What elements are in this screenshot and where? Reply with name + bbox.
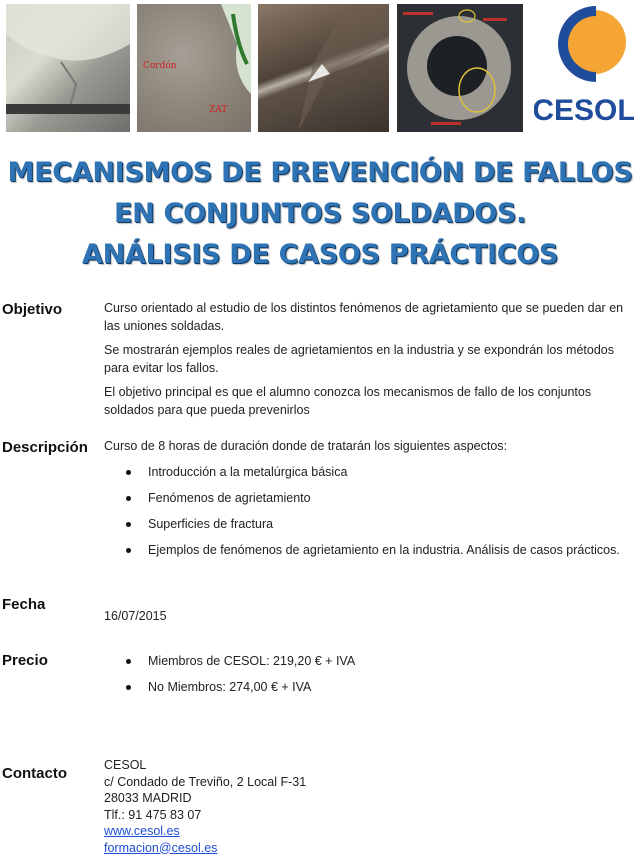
list-item-text: Superficies de fractura (148, 517, 274, 531)
email-link[interactable]: formacion@cesol.es (104, 840, 218, 855)
contacto-line-1: CESOL (104, 758, 147, 772)
page-title (0, 152, 640, 275)
cesol-logo-mark (534, 2, 634, 128)
objetivo-body (104, 299, 638, 425)
micrograph-label-zat: ZAT (209, 105, 228, 115)
contacto-line-3: 28033 MADRID (104, 791, 192, 805)
fecha-label: Fecha (2, 596, 46, 613)
objetivo-paragraph-1: Curso orientado al estudio de los distintos fenómenos de agrietamiento que se pueden dar en las uniones soldadas. (104, 301, 624, 333)
list-item-text: No Miembros: 274,00 € + IVA (148, 680, 312, 694)
title-line-1: MECANISMOS DE PREVENCIÓN DE FALLOS (7, 157, 633, 188)
weld-crack-drawing (258, 4, 389, 132)
descripcion-list (104, 463, 638, 559)
list-item-text: Miembros de CESOL: 219,20 € + IVA (148, 654, 356, 668)
list-item-text: Introducción a la metalúrgica básica (148, 465, 348, 479)
fecha-value: 16/07/2015 (104, 609, 167, 623)
website-link[interactable]: www.cesol.es (104, 824, 180, 838)
contacto-label: Contacto (2, 765, 67, 782)
logo-text: CESOL (534, 94, 634, 127)
ring-crack-photo (397, 4, 523, 132)
micrograph-label-cordon: Cordón (143, 61, 177, 71)
bullet-icon (126, 522, 131, 527)
weld-macro-drawing (6, 4, 130, 132)
list-item (104, 463, 638, 481)
list-item (104, 489, 638, 507)
objetivo-label: Objetivo (2, 301, 63, 318)
cesol-logo (534, 2, 634, 128)
list-item-text: Fenómenos de agrietamiento (148, 491, 311, 505)
bullet-icon (126, 496, 131, 501)
contacto-line-4: Tlf.: 91 475 83 07 (104, 807, 202, 822)
objetivo-paragraph-2: Se mostrarán ejemplos reales de agrietamientos en la industria y se expondrán los métodos para evitar los fallos. (104, 343, 614, 375)
bullet-icon (126, 470, 131, 475)
precio-body (104, 644, 638, 704)
list-item-text: Ejemplos de fenómenos de agrietamiento en la industria. Análisis de casos prácticos. (148, 543, 620, 557)
precio-label: Precio (2, 652, 48, 669)
list-item (104, 541, 638, 559)
weld-crack-photo (258, 4, 389, 132)
contacto-line-2: c/ Condado de Treviño, 2 Local F-31 (104, 774, 307, 789)
weld-micrograph-photo (137, 4, 251, 132)
bullet-icon (126, 548, 131, 553)
list-item (104, 515, 638, 533)
bullet-icon (126, 685, 131, 690)
weld-macro-photo-1 (6, 4, 130, 132)
descripcion-body (104, 437, 638, 567)
objetivo-paragraph-3: El objetivo principal es que el alumno conozca los mecanismos de fallo de los conjuntos soldados para que pueda prevenirlos (104, 385, 592, 417)
list-item (104, 652, 638, 670)
list-item (104, 678, 638, 696)
descripcion-intro: Curso de 8 horas de duración donde de tratarán los siguientes aspectos: (104, 439, 508, 453)
descripcion-label: Descripción (2, 439, 88, 456)
precio-list (104, 652, 638, 696)
micrograph-drawing (137, 4, 251, 132)
title-line-3: ANÁLISIS DE CASOS PRÁCTICOS (81, 239, 559, 270)
contacto-body (104, 757, 638, 856)
title-line-2: EN CONJUNTOS SOLDADOS. (114, 198, 526, 229)
ring-drawing (397, 4, 523, 132)
bullet-icon (126, 659, 131, 664)
